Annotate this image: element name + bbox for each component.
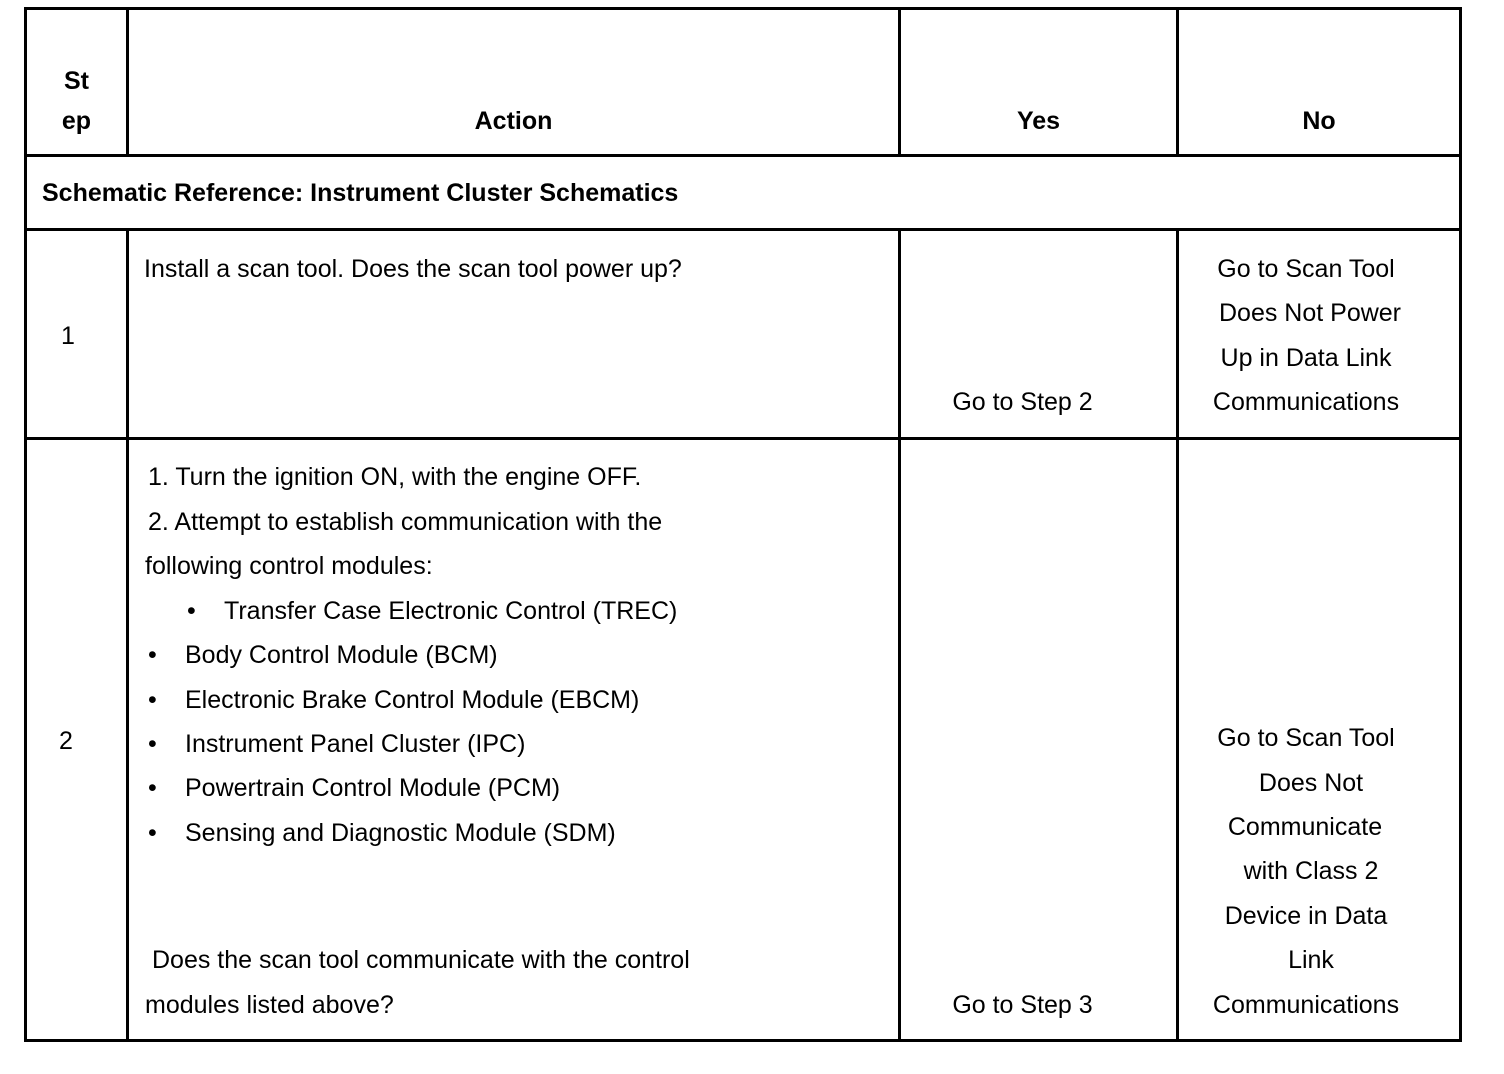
row-1-no-line: Does Not Power — [1218, 299, 1402, 327]
bullet-mark: • — [148, 774, 157, 802]
row-2-no-line: Link — [1288, 946, 1334, 974]
row-2-no-line: Communicate — [1227, 813, 1383, 841]
bullet-item: Electronic Brake Control Module (EBCM) — [185, 686, 640, 714]
row-2-no-line: Device in Data — [1224, 902, 1388, 930]
bullet-mark: • — [148, 730, 157, 758]
table-border-bottom — [24, 1039, 1462, 1042]
row-2-yes: Go to Step 3 — [952, 991, 1093, 1019]
row-1-yes: Go to Step 2 — [952, 388, 1093, 416]
row-2-action-item: 2. Attempt to establish communication with the — [148, 508, 663, 536]
row-2-question: Does the scan tool communicate with the control — [152, 946, 690, 974]
col-divider-action — [898, 228, 901, 1042]
schematic-reference: Schematic Reference: Instrument Cluster Schematics — [42, 179, 679, 207]
row-2-action-item: following control modules: — [145, 552, 433, 580]
bullet-mark: • — [148, 819, 157, 847]
row-1-no-line: Go to Scan Tool — [1217, 255, 1395, 283]
bullet-item: Instrument Panel Cluster (IPC) — [185, 730, 526, 758]
table-border-top — [24, 7, 1462, 10]
schematic-row-divider — [24, 228, 1462, 231]
row-2-step: 2 — [59, 727, 73, 755]
row-2-no-line: Go to Scan Tool — [1217, 724, 1395, 752]
col-divider-step — [126, 228, 129, 1042]
bullet-item: Transfer Case Electronic Control (TREC) — [224, 597, 678, 625]
row-2-action-item: 1. Turn the ignition ON, with the engine OFF. — [148, 463, 642, 491]
row-2-no-line: with Class 2 — [1243, 857, 1379, 885]
bullet-mark: • — [187, 597, 196, 625]
row-1-action: Install a scan tool. Does the scan tool power up? — [144, 255, 682, 283]
header-step-line1: St — [64, 67, 89, 95]
bullet-item: Sensing and Diagnostic Module (SDM) — [185, 819, 616, 847]
row-1-step: 1 — [61, 322, 75, 350]
header-step-line2: ep — [61, 107, 92, 135]
bullet-item: Body Control Module (BCM) — [185, 641, 498, 669]
header-yes: Yes — [1016, 107, 1061, 135]
bullet-mark: • — [148, 686, 157, 714]
row-1-no-line: Communications — [1212, 388, 1400, 416]
row-1-divider — [24, 437, 1462, 440]
row-2-no-line: Does Not — [1258, 769, 1364, 797]
header-divider — [24, 154, 1462, 157]
row-2-no-line: Communications — [1212, 991, 1400, 1019]
header-no: No — [1302, 107, 1336, 135]
header-action: Action — [474, 107, 553, 135]
row-2-question: modules listed above? — [145, 991, 394, 1019]
row-1-no-line: Up in Data Link — [1220, 344, 1392, 372]
table-border-right — [1459, 7, 1462, 1042]
bullet-item: Powertrain Control Module (PCM) — [185, 774, 561, 802]
bullet-mark: • — [148, 641, 157, 669]
table-border-left — [24, 7, 27, 1042]
